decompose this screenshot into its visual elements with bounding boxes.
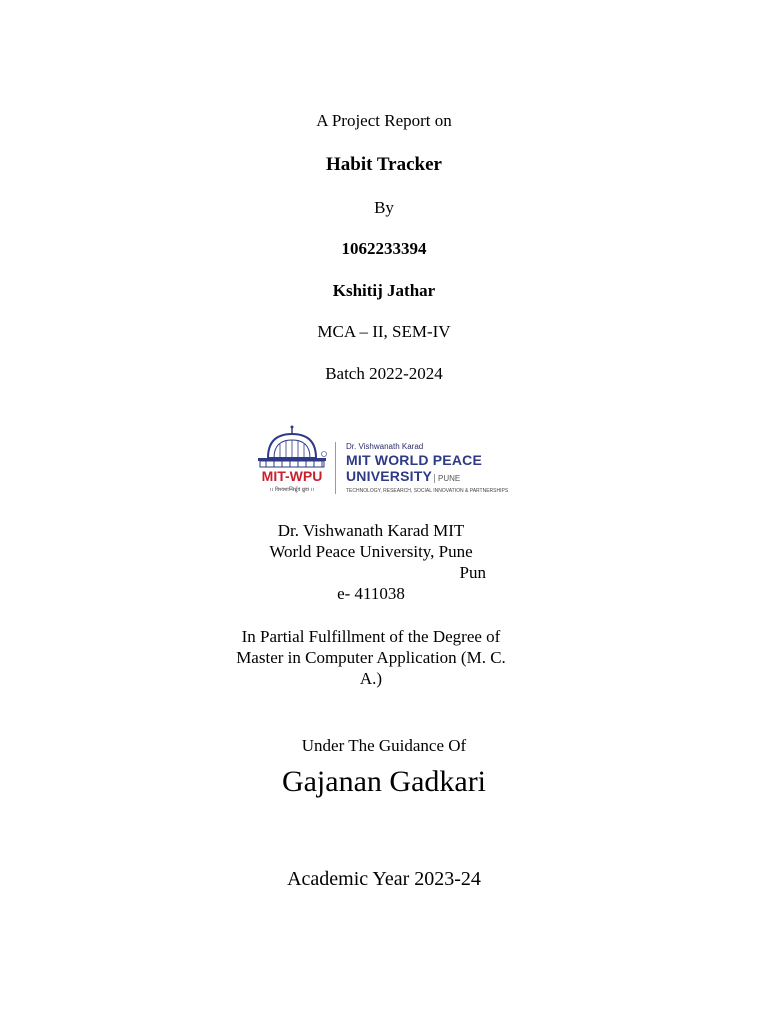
logo-wordmark xyxy=(346,442,509,495)
logo-line2-row xyxy=(346,468,492,487)
project-title: Habit Tracker xyxy=(326,154,442,175)
logo-line2: UNIVERSITY xyxy=(346,468,433,484)
logo-motto: ।। विश्वशान्तिर्ध्रुवं ध्रुवा ।। xyxy=(269,487,315,493)
roll-number: 1062233394 xyxy=(341,239,427,258)
report-intro: A Project Report on xyxy=(316,111,452,130)
fulfillment-line-2: Master in Computer Application (M. C. xyxy=(236,648,506,667)
course-semester: MCA – II, SEM-IV xyxy=(317,322,451,341)
student-name: Kshitij Jathar xyxy=(332,281,436,300)
academic-year: Academic Year 2023-24 xyxy=(287,868,481,890)
logo-divider xyxy=(335,442,336,494)
logo-city: PUNE xyxy=(434,474,460,483)
address-line-3: Pun xyxy=(459,563,486,582)
university-address xyxy=(256,520,486,604)
logo-line1: MIT WORLD PEACE xyxy=(346,452,482,468)
university-logo xyxy=(256,424,509,500)
degree-fulfillment xyxy=(221,626,521,689)
fulfillment-line-1: In Partial Fulfillment of the Degree of xyxy=(241,627,501,646)
logo-founder: Dr. Vishwanath Karad xyxy=(346,442,424,451)
logo-name: MIT-WPU xyxy=(261,468,323,484)
address-line-2: World Peace University, Pune xyxy=(269,542,473,561)
fulfillment-line-3: A.) xyxy=(359,669,383,688)
batch: Batch 2022-2024 xyxy=(325,364,443,383)
logo-tagline: TECHNOLOGY, RESEARCH, SOCIAL INNOVATION & PARTNERSHIPS xyxy=(346,488,509,494)
address-line-4: e- 411038 xyxy=(337,584,405,603)
dome-emblem xyxy=(256,424,328,500)
guidance-label: Under The Guidance Of xyxy=(301,736,467,755)
address-line-1: Dr. Vishwanath Karad MIT xyxy=(277,521,465,540)
guide-name: Gajanan Gadkari xyxy=(281,765,487,798)
by-label: By xyxy=(374,198,394,217)
